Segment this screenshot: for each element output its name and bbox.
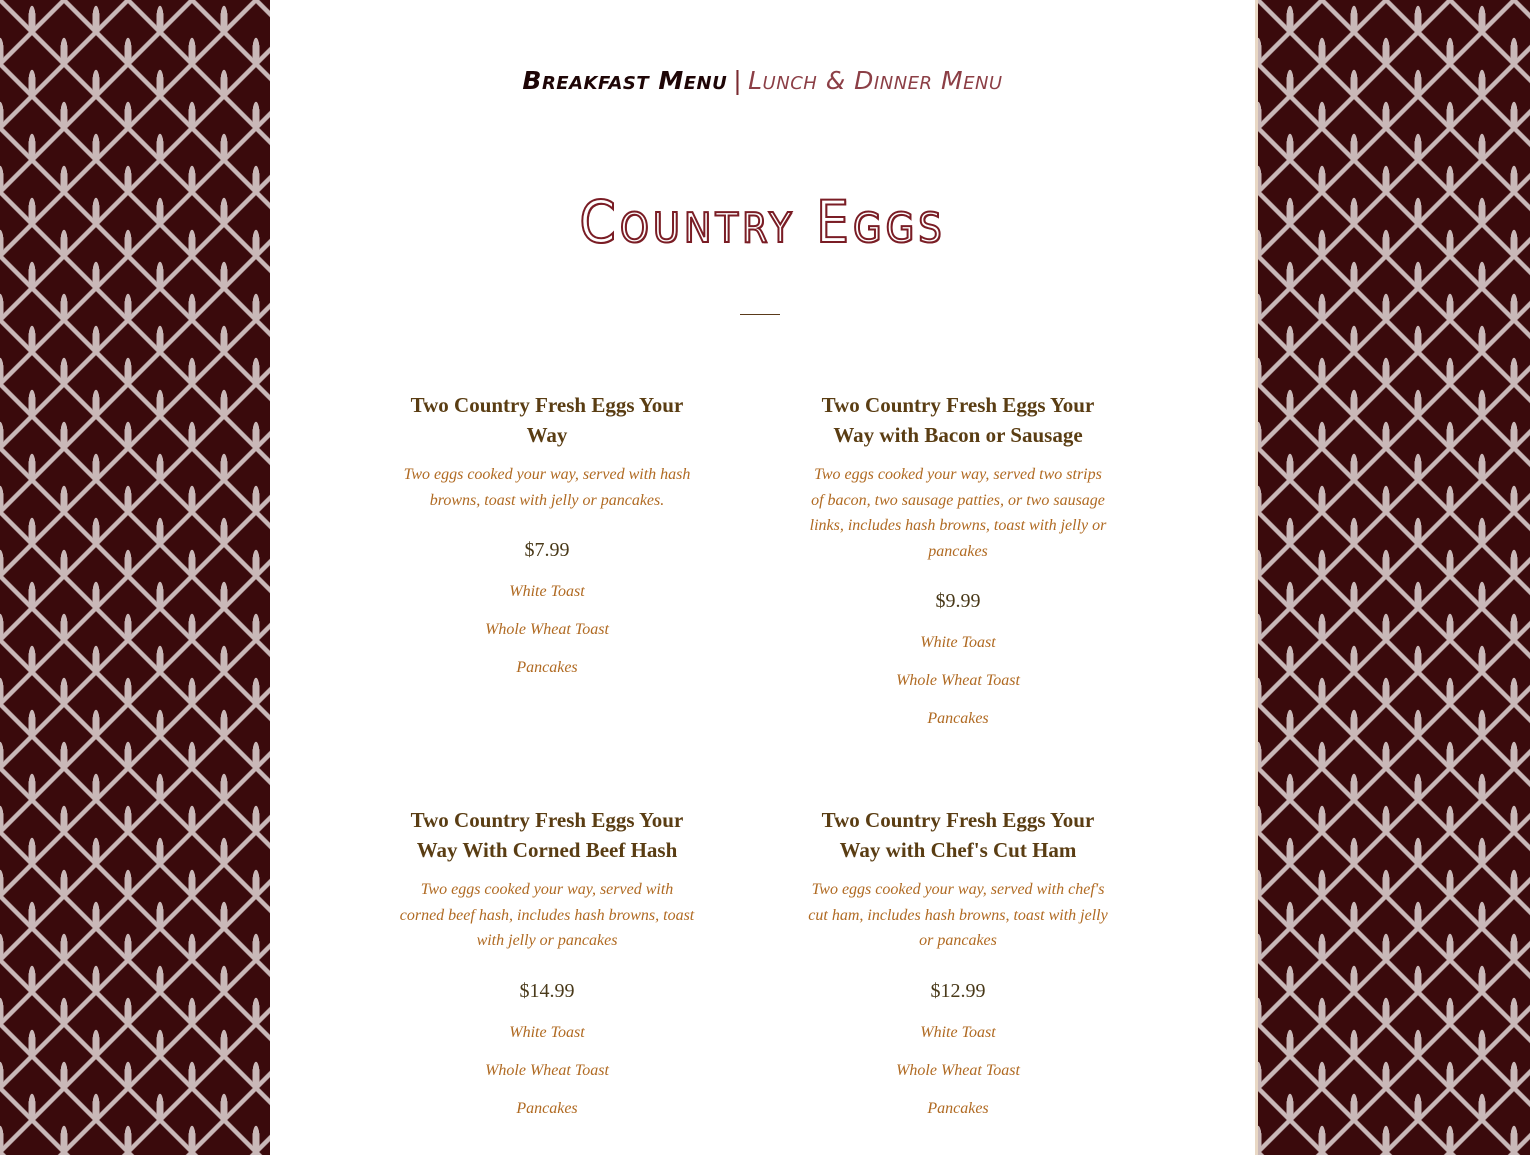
option-pancakes[interactable]: Pancakes [927,710,989,727]
decorative-pattern-right [1255,0,1530,1155]
menu-item-description: Two eggs cooked your way, served with hash browns, toast with jelly or pancakes. [403,466,691,509]
option-white-toast[interactable]: White Toast [509,1023,585,1041]
menu-item-name: Two Country Fresh Eggs Your Way With Corned Beef Hash [410,808,684,862]
menu-item [397,390,697,696]
menu-item [397,805,697,1137]
menu-item-name: Two Country Fresh Eggs Your Way with Chef's Cut Ham [821,808,1095,862]
option-white-toast[interactable]: White Toast [920,634,996,651]
option-whole-wheat-toast[interactable]: Whole Wheat Toast [485,1061,609,1079]
option-whole-wheat-toast[interactable]: Whole Wheat Toast [485,621,609,638]
menu-item-description: Two eggs cooked your way, served with chef's cut ham, includes hash browns, toast with jelly or pancakes [808,881,1108,949]
nav-breakfast-menu[interactable]: Breakfast Menu [522,66,728,95]
option-pancakes[interactable]: Pancakes [927,1099,989,1117]
option-whole-wheat-toast[interactable]: Whole Wheat Toast [896,672,1020,689]
nav-lunch-dinner-menu[interactable]: Lunch & Dinner Menu [748,66,1003,95]
menu-item-options [808,633,1108,729]
option-pancakes[interactable]: Pancakes [516,659,578,676]
section-divider [740,314,780,315]
menu-item-options [397,1023,697,1119]
menu-item-name: Two Country Fresh Eggs Your Way with Bacon or Sausage [821,393,1095,447]
section-title: Country Eggs [579,188,946,256]
menu-item [808,805,1108,1137]
menu-item-price: $9.99 [935,590,981,612]
decorative-pattern-left [0,0,270,1155]
menu-nav [270,66,1255,95]
nav-separator: | [733,66,743,95]
menu-item-price: $7.99 [524,539,570,561]
menu-item-name: Two Country Fresh Eggs Your Way [410,393,684,447]
menu-item [808,390,1108,747]
menu-item-price: $12.99 [930,979,986,1002]
option-whole-wheat-toast[interactable]: Whole Wheat Toast [896,1061,1020,1079]
menu-item-options [397,582,697,678]
option-white-toast[interactable]: White Toast [920,1023,996,1041]
menu-item-description: Two eggs cooked your way, served two strips of bacon, two sausage patties, or two sausage links, includes hash browns, toast with jelly or pancakes [809,466,1107,560]
option-pancakes[interactable]: Pancakes [516,1099,578,1117]
menu-item-options [808,1023,1108,1119]
option-white-toast[interactable]: White Toast [509,583,585,600]
menu-panel [270,0,1255,1155]
menu-item-description: Two eggs cooked your way, served with corned beef hash, includes hash browns, toast with jelly or pancakes [399,881,695,949]
menu-item-price: $14.99 [519,979,575,1002]
